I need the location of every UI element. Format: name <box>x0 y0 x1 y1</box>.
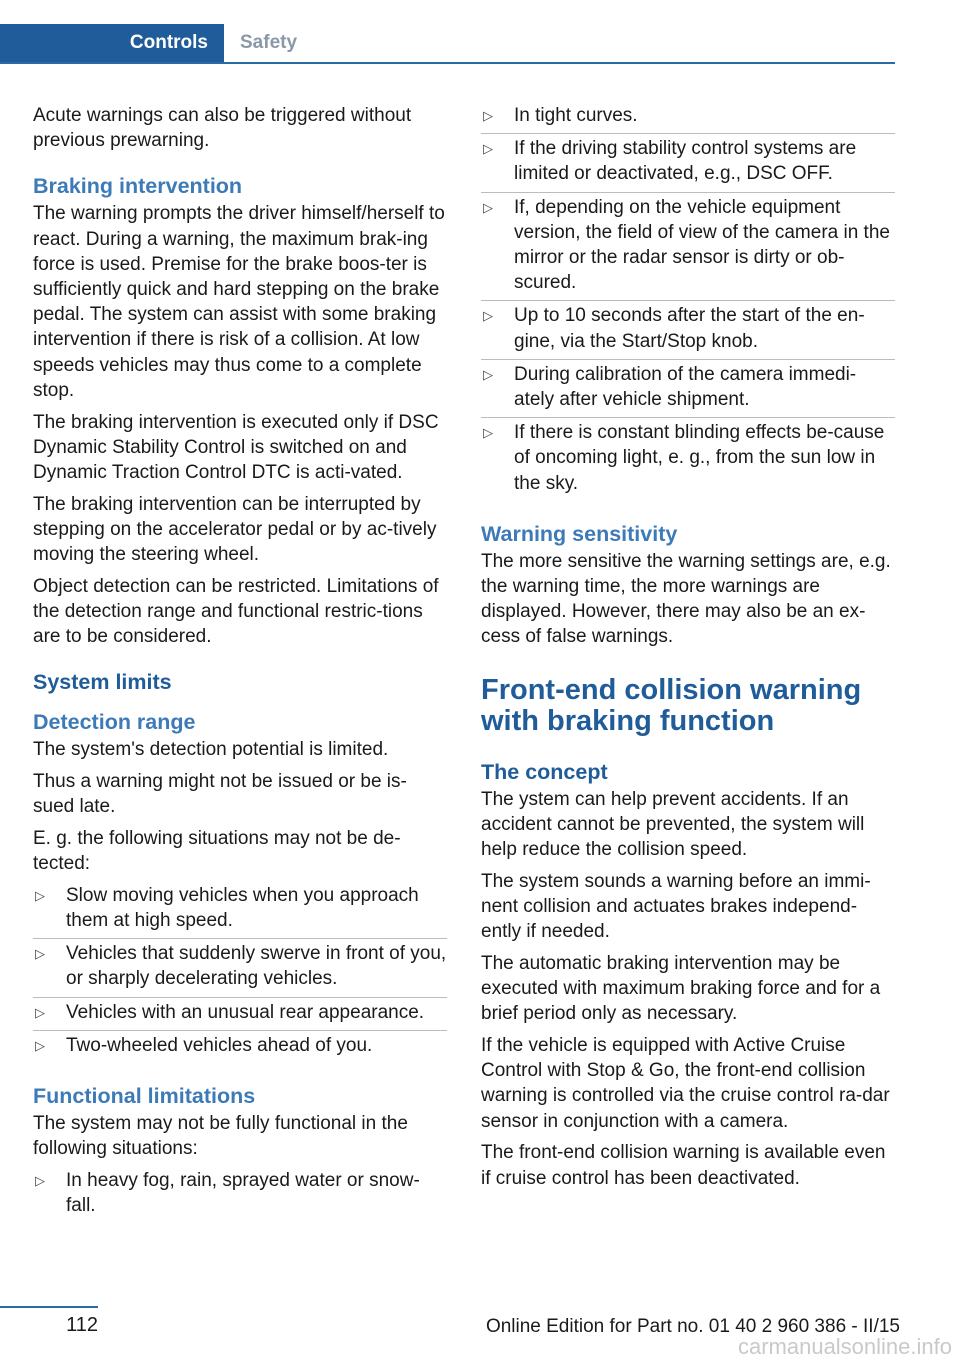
paragraph: If the vehicle is equipped with Active Cruise Control with Stop & Go, the front-end collision warning is controlled via the cruise control ra‐dar sensor in conjunction with a camera. <box>481 1034 890 1132</box>
arrow-bullet-icon: ▷ <box>483 199 493 215</box>
list-item <box>33 1033 447 1063</box>
braking-intervention-heading: Braking intervention <box>33 174 243 199</box>
paragraph: Object detection can be restricted. Limitations of the detection range and functional restric‐tions are to be considered. <box>33 575 439 648</box>
warning-sensitivity-heading: Warning sensitivity <box>481 521 678 546</box>
arrow-bullet-icon: ▷ <box>35 1004 45 1020</box>
paragraph: The automatic braking intervention may be executed with maximum braking force and for a brief period only as necessary. <box>481 952 881 1025</box>
list-item-text: If there is constant blinding effects be‐cause of oncoming light, e. g., from the sun low in the sky. <box>514 422 885 494</box>
arrow-bullet-icon: ▷ <box>35 887 45 903</box>
paragraph: The warning prompts the driver himself/herself to react. During a warning, the maximum brak‐ing force is used. Premise for the brake boos‐ter is sufficiently quick and hard stepping on the brake pedal. The system can assist with some braking intervention if there is risk of a collision. At low speeds vehicles may thus come to a complete stop. <box>33 203 445 401</box>
paragraph: The system sounds a warning before an immi‐nent collision and actuates brakes independ‐ently if needed. <box>481 870 871 943</box>
paragraph: The more sensitive the warning settings are, e.g. the warning time, the more warnings are displayed. However, there may also be an ex‐cess of false warnings. <box>481 550 891 648</box>
tab-controls-label: Controls <box>129 32 208 53</box>
list-item-text: In heavy fog, rain, sprayed water or snow‐fall. <box>66 1170 420 1217</box>
front-end-collision-warning-title: Front-end collision warning with braking function <box>481 673 862 737</box>
header-bar <box>0 24 895 64</box>
arrow-bullet-icon: ▷ <box>483 141 493 157</box>
paragraph: The braking intervention can be interrupted by stepping on the accelerator pedal or by ac‐tively moving the steering wheel. <box>33 493 437 566</box>
list-item <box>33 1000 447 1031</box>
list-item-text: If the driving stability control systems are limited or deactivated, e.g., DSC OFF. <box>514 138 857 185</box>
paragraph: Thus a warning might not be issued or be is‐sued late. <box>33 771 407 818</box>
concept-heading: The concept <box>481 759 608 784</box>
paragraph: The ystem can help prevent accidents. If an accident cannot be prevented, the system will help reduce the collision speed. <box>481 788 865 861</box>
tab-controls[interactable] <box>0 24 224 62</box>
list-item <box>481 303 895 359</box>
paragraph: E. g. the following situations may not be de‐tected: <box>33 827 401 875</box>
list-item-text: Vehicles that suddenly swerve in front of you, or sharply decelerating vehicles. <box>66 943 447 990</box>
arrow-bullet-icon: ▷ <box>483 108 493 123</box>
arrow-bullet-icon: ▷ <box>35 1037 45 1053</box>
tab-safety-label: Safety <box>240 32 298 53</box>
list-item-text: During calibration of the camera immedi‐ately after vehicle shipment. <box>514 363 857 411</box>
paragraph: The braking intervention is executed only if DSC Dynamic Stability Control is switched on and Dynamic Traction Control DTC is acti‐vated. <box>33 411 439 483</box>
list-item <box>481 362 895 418</box>
detection-range-heading: Detection range <box>33 710 196 735</box>
page-number: 112 <box>0 1306 98 1342</box>
detection-list <box>33 883 447 1063</box>
list-item <box>481 136 895 192</box>
arrow-bullet-icon: ▷ <box>35 1173 45 1188</box>
list-item <box>33 941 447 997</box>
list-item-text: Vehicles with an unusual rear appearance. <box>66 1001 425 1023</box>
list-item <box>481 195 895 302</box>
functional-list-continued <box>481 103 895 501</box>
list-item-text: In tight curves. <box>514 105 638 126</box>
left-column <box>33 103 447 1225</box>
edition-footer: Online Edition for Part no. 01 40 2 960 386 - II/15 <box>485 1316 900 1337</box>
arrow-bullet-icon: ▷ <box>483 308 493 324</box>
paragraph: The front-end collision warning is available even if cruise control has been deactivated. <box>481 1142 886 1189</box>
list-item <box>481 420 895 501</box>
system-limits-heading: System limits <box>33 670 172 695</box>
arrow-bullet-icon: ▷ <box>35 946 45 962</box>
paragraph: The system's detection potential is limited. <box>33 739 389 761</box>
right-column <box>481 103 895 1197</box>
tab-safety[interactable] <box>224 24 297 62</box>
list-item <box>33 883 447 939</box>
watermark: carmanualsonline.info <box>737 1334 952 1359</box>
list-item-text: If, depending on the vehicle equipment version, the field of view of the camera in the mirror or the radar sensor is dirty or ob‐scured. <box>514 196 890 294</box>
paragraph: The system may not be fully functional in the following situations: <box>33 1113 408 1160</box>
list-item-text: Up to 10 seconds after the start of the en‐gine, via the Start/Stop knob. <box>514 305 865 352</box>
arrow-bullet-icon: ▷ <box>483 366 493 382</box>
list-item <box>481 103 895 134</box>
paragraph: Acute warnings can also be triggered without previous prewarning. <box>33 105 412 152</box>
arrow-bullet-icon: ▷ <box>483 425 493 441</box>
functional-list <box>33 1168 447 1223</box>
functional-limitations-heading: Functional limitations <box>33 1084 256 1109</box>
list-item-text: Slow moving vehicles when you approach them at high speed. <box>66 884 419 932</box>
list-item <box>33 1168 447 1223</box>
list-item-text: Two-wheeled vehicles ahead of you. <box>66 1034 373 1056</box>
